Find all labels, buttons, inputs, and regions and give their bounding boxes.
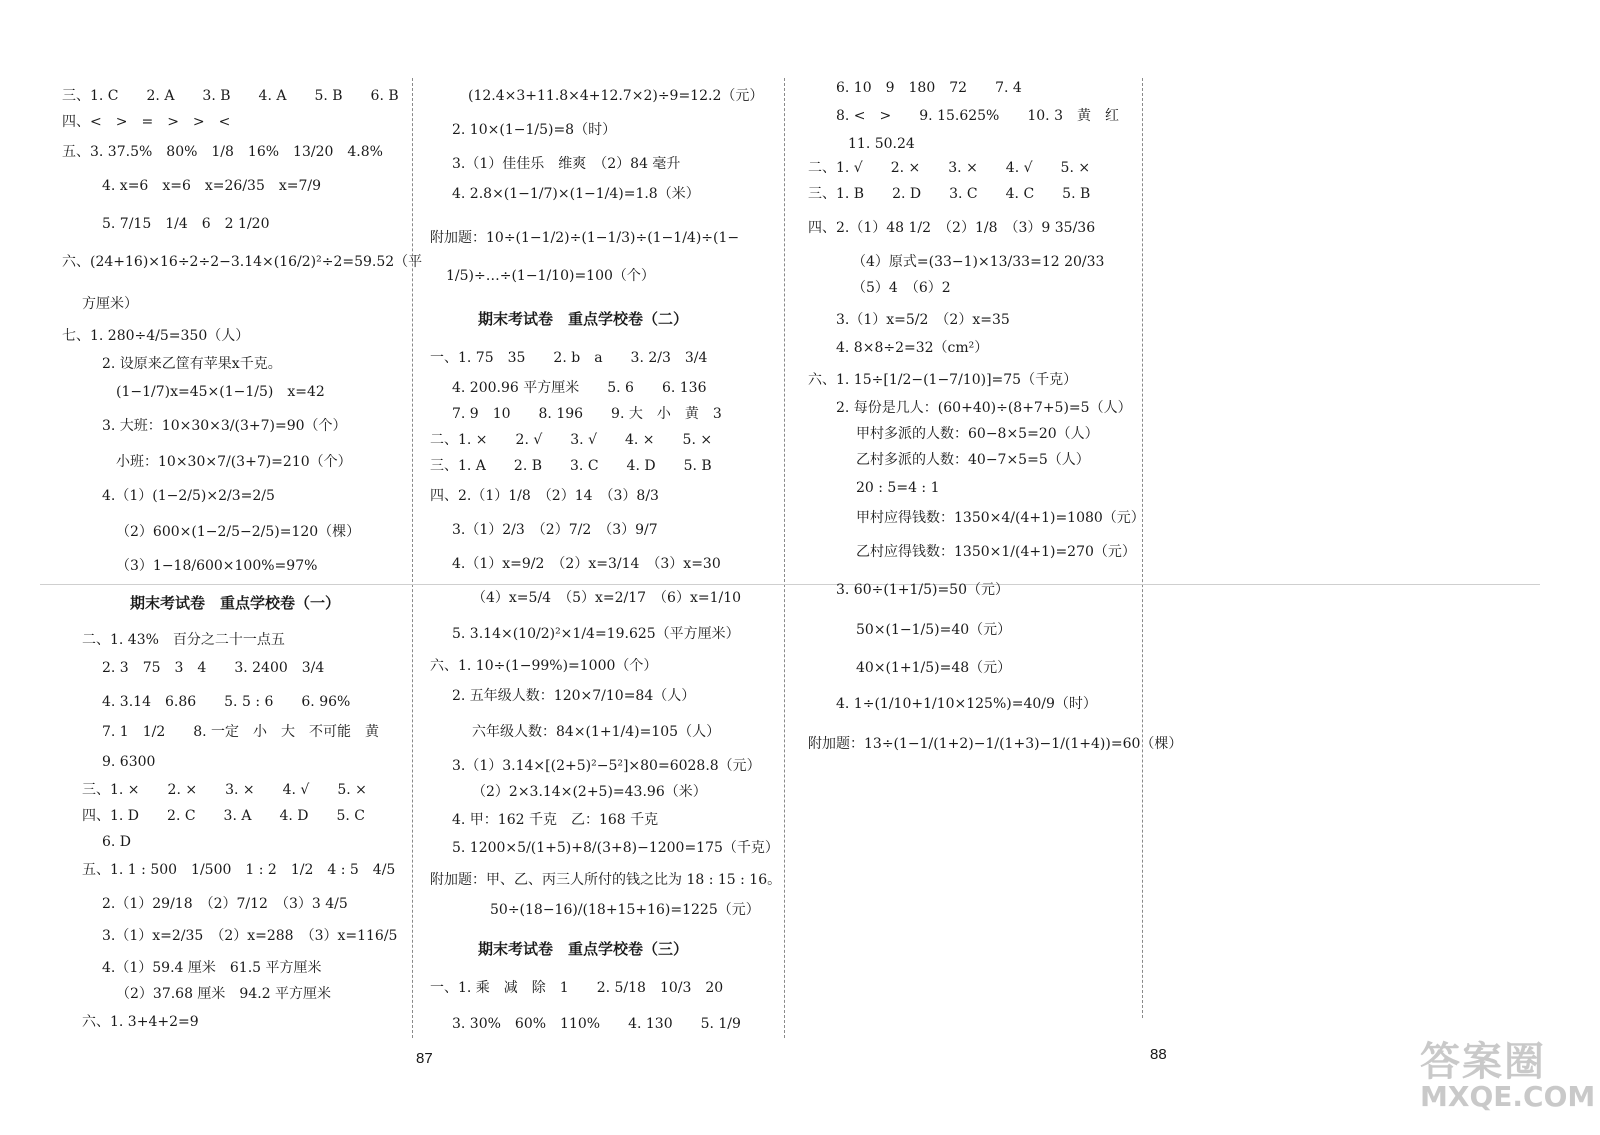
answer-line: 附加题：10÷(1−1/2)÷(1−1/3)÷(1−1/4)÷(1−	[430, 230, 740, 246]
answer-line: 3.（1）佳佳乐 维爽 （2）84 毫升	[452, 156, 681, 172]
answer-line: 三、1. A 2. B 3. C 4. D 5. B	[430, 458, 712, 474]
answer-line: （3）1−18/600×100%=97%	[116, 558, 318, 574]
answer-line: 4. x=6 x=6 x=26/35 x=7/9	[102, 178, 322, 194]
answer-line: 三、1. C 2. A 3. B 4. A 5. B 6. B	[62, 88, 399, 104]
answer-line: 3. 30% 60% 110% 4. 130 5. 1/9	[452, 1016, 741, 1032]
answer-line: 4. 3.14 6.86 5. 5 : 6 6. 96%	[102, 694, 351, 710]
answer-line: 9. 6300	[102, 754, 156, 770]
section-title-2: 期末考试卷 重点学校卷（二）	[478, 310, 689, 328]
answer-line: 3. 60÷(1+1/5)=50（元）	[836, 582, 1009, 598]
answer-line: 六年级人数：84×(1+1/4)=105（人）	[472, 724, 721, 740]
fold-line	[40, 584, 1540, 585]
column-divider-3	[1142, 78, 1143, 1018]
answer-line: 4. 1÷(1/10+1/10×125%)=40/9（时）	[836, 696, 1097, 712]
answer-line: 3.（1）2/3 （2）7/2 （3）9/7	[452, 522, 658, 538]
answer-line: 4.（1）x=9/2 （2）x=3/14 （3）x=30	[452, 556, 721, 572]
answer-line: 5. 7/15 1/4 6 2 1/20	[102, 216, 270, 232]
answer-line: 一、1. 75 35 2. b a 3. 2/3 3/4	[430, 350, 708, 366]
answer-line: 五、3. 37.5% 80% 1/8 16% 13/20 4.8%	[62, 144, 383, 160]
answer-line: 二、1. 43% 百分之二十一点五	[82, 632, 285, 648]
column-divider-1	[412, 78, 413, 1038]
answer-line: 4.（1）(1−2/5)×2/3=2/5	[102, 488, 275, 504]
watermark-logo: 答案圈	[1420, 1039, 1546, 1085]
answer-line: 2. 每份是几人：(60+40)÷(8+7+5)=5（人）	[836, 400, 1132, 416]
watermark-url: MXQE.COM	[1420, 1080, 1596, 1113]
answer-line: 4. 甲：162 千克 乙：168 千克	[452, 812, 659, 828]
answer-line: (12.4×3+11.8×4+12.7×2)÷9=12.2（元）	[468, 88, 764, 104]
answer-line: 三、1. × 2. × 3. × 4. √ 5. ×	[82, 782, 367, 798]
answer-line: 2. 设原来乙筐有苹果x千克。	[102, 356, 282, 372]
answer-line: 6. 10 9 180 72 7. 4	[836, 80, 1022, 96]
answer-line: 附加题：甲、乙、丙三人所付的钱之比为 18 : 15 : 16。	[430, 872, 782, 888]
answer-line: 三、1. B 2. D 3. C 4. C 5. B	[808, 186, 1091, 202]
answer-line: 六、(24+16)×16÷2÷2−3.14×(16/2)²÷2=59.52（平	[62, 254, 423, 270]
answer-line: 5. 1200×5/(1+5)+8/(3+8)−1200=175（千克）	[452, 840, 779, 856]
answer-line: （2）600×(1−2/5−2/5)=120（棵）	[116, 524, 361, 540]
answer-line: 2. 10×(1−1/5)=8（时）	[452, 122, 617, 138]
answer-line: 1/5)÷…÷(1−1/10)=100（个）	[446, 268, 655, 284]
answer-line: 六、1. 10÷(1−99%)=1000（个）	[430, 658, 658, 674]
answer-line: （5）4 （6）2	[852, 280, 951, 296]
answer-line: 方厘米）	[82, 296, 138, 312]
answer-line: 20 : 5=4 : 1	[856, 480, 940, 496]
answer-line: 一、1. 乘 减 除 1 2. 5/18 10/3 20	[430, 980, 724, 996]
answer-line: 甲村应得钱数：1350×4/(4+1)=1080（元）	[856, 510, 1145, 526]
answer-line: 乙村应得钱数：1350×1/(4+1)=270（元）	[856, 544, 1136, 560]
answer-line: 甲村多派的人数：60−8×5=20（人）	[856, 426, 1099, 442]
answer-line: (1−1/7)x=45×(1−1/5) x=42	[116, 384, 325, 400]
answer-line: 乙村多派的人数：40−7×5=5（人）	[856, 452, 1090, 468]
answer-line: 4. 8×8÷2=32（cm²）	[836, 340, 989, 356]
answer-line: 8. < > 9. 15.625% 10. 3 黄 红	[836, 108, 1119, 124]
answer-line: 六、1. 3+4+2=9	[82, 1014, 199, 1030]
answer-line: 50×(1−1/5)=40（元）	[856, 622, 1012, 638]
answer-line: 3.（1）x=2/35 （2）x=288 （3）x=116/5	[102, 928, 398, 944]
answer-line: 四、2.（1）1/8 （2）14 （3）8/3	[430, 488, 659, 504]
answer-line: 六、1. 15÷[1/2−(1−7/10)]=75（千克）	[808, 372, 1078, 388]
answer-line: （2）2×3.14×(2+5)=43.96（米）	[472, 784, 707, 800]
answer-line: 四、1. D 2. C 3. A 4. D 5. C	[82, 808, 366, 824]
answer-line: 小班：10×30×7/(3+7)=210（个）	[116, 454, 352, 470]
answer-line: 50÷(18−16)/(18+15+16)=1225（元）	[490, 902, 760, 918]
answer-line: 四、< > = > > <	[62, 114, 231, 130]
answer-line: 七、1. 280÷4/5=350（人）	[62, 328, 250, 344]
answer-line: 7. 1 1/2 8. 一定 小 大 不可能 黄	[102, 724, 380, 740]
answer-line: 5. 3.14×(10/2)²×1/4=19.625（平方厘米）	[452, 626, 740, 642]
answer-line: 2. 3 75 3 4 3. 2400 3/4	[102, 660, 325, 676]
answer-line: 3. 大班：10×30×3/(3+7)=90（个）	[102, 418, 347, 434]
answer-line: 二、1. √ 2. × 3. × 4. √ 5. ×	[808, 160, 1091, 176]
answer-line: 4. 2.8×(1−1/7)×(1−1/4)=1.8（米）	[452, 186, 700, 202]
answer-line: 五、1. 1 : 500 1/500 1 : 2 1/2 4 : 5 4/5	[82, 862, 396, 878]
answer-line: 6. D	[102, 834, 132, 850]
answer-line: 4.（1）59.4 厘米 61.5 平方厘米	[102, 960, 322, 976]
answer-line: 11. 50.24	[848, 136, 915, 152]
answer-line: 7. 9 10 8. 196 9. 大 小 黄 3	[452, 406, 722, 422]
answer-line: 40×(1+1/5)=48（元）	[856, 660, 1012, 676]
answer-line: 3.（1）3.14×[(2+5)²−5²]×80=6028.8（元）	[452, 758, 761, 774]
answer-line: 四、2.（1）48 1/2 （2）1/8 （3）9 35/36	[808, 220, 1096, 236]
page-number-left: 87	[416, 1050, 433, 1067]
answer-line: （2）37.68 厘米 94.2 平方厘米	[116, 986, 332, 1002]
answer-line: （4）x=5/4 （5）x=2/17 （6）x=1/10	[472, 590, 742, 606]
section-title-3: 期末考试卷 重点学校卷（三）	[478, 940, 689, 958]
answer-line: 2.（1）29/18 （2）7/12 （3）3 4/5	[102, 896, 348, 912]
column-divider-2	[784, 78, 785, 1038]
answer-line: 2. 五年级人数：120×7/10=84（人）	[452, 688, 696, 704]
answer-line: 附加题：13÷(1−1/(1+2)−1/(1+3)−1/(1+4))=60（棵）	[808, 736, 1183, 752]
section-title-1: 期末考试卷 重点学校卷（一）	[130, 594, 341, 612]
answer-line: 3.（1）x=5/2 （2）x=35	[836, 312, 1010, 328]
page-number-right: 88	[1150, 1046, 1167, 1063]
answer-line: （4）原式=(33−1)×13/33=12 20/33	[852, 254, 1105, 270]
answer-line: 二、1. × 2. √ 3. √ 4. × 5. ×	[430, 432, 713, 448]
answer-line: 4. 200.96 平方厘米 5. 6 6. 136	[452, 380, 707, 396]
